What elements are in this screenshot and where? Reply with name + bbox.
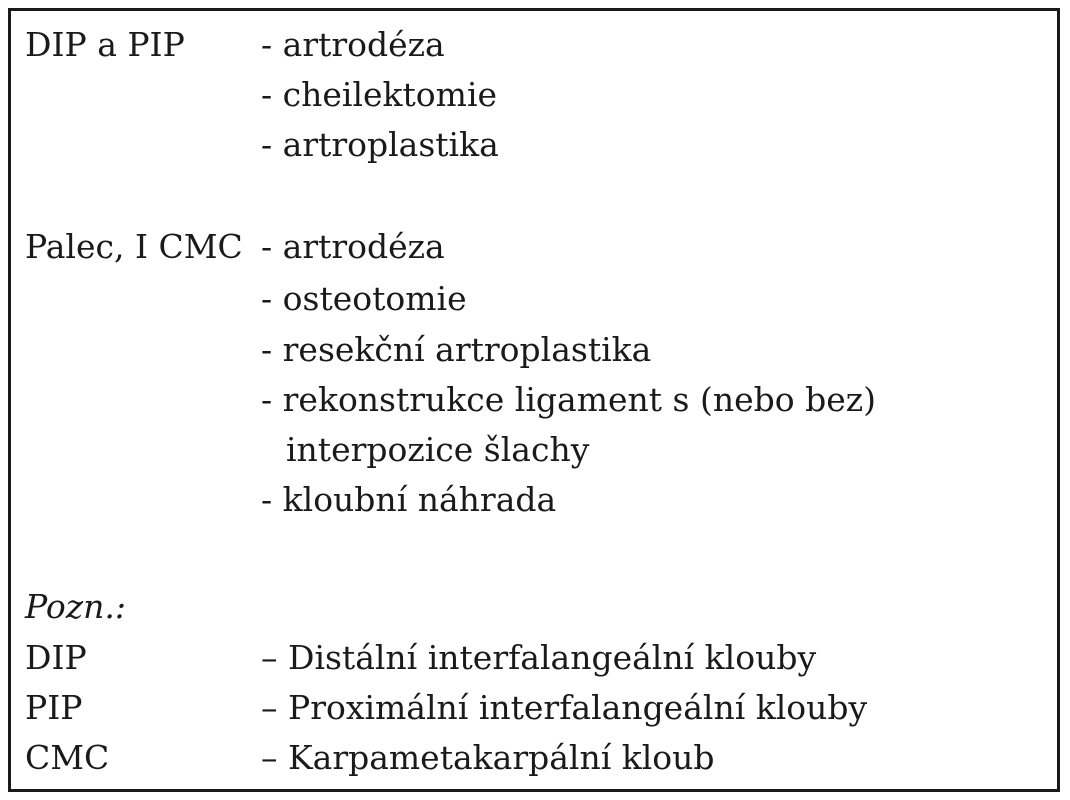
note-definition: – Karpametakarpální kloub: [261, 738, 715, 777]
note-abbr: CMC: [25, 738, 110, 777]
note-abbr: DIP: [25, 638, 87, 677]
procedure-item: - cheilektomie: [261, 75, 498, 114]
procedure-item: - resekční artroplastika: [261, 330, 652, 369]
note-definition: – Distální interfalangeální klouby: [261, 638, 817, 677]
group-label: DIP a PIP: [25, 25, 185, 64]
procedure-item: - artroplastika: [261, 125, 499, 164]
procedure-item: - artrodéza: [261, 227, 445, 266]
note-definition: – Proximální interfalangeální klouby: [261, 688, 868, 727]
procedure-item: - osteotomie: [261, 279, 467, 318]
procedure-item: - rekonstrukce ligament s (nebo bez): [261, 380, 876, 419]
procedure-item-continuation: interpozice šlachy: [286, 430, 590, 469]
group-label: Palec, I CMC: [25, 227, 243, 266]
note-abbr: PIP: [25, 688, 83, 727]
notes-title: Pozn.:: [25, 587, 126, 626]
procedure-item: - kloubní náhrada: [261, 480, 557, 519]
procedure-item: - artrodéza: [261, 25, 445, 64]
procedures-table: [8, 8, 1060, 792]
